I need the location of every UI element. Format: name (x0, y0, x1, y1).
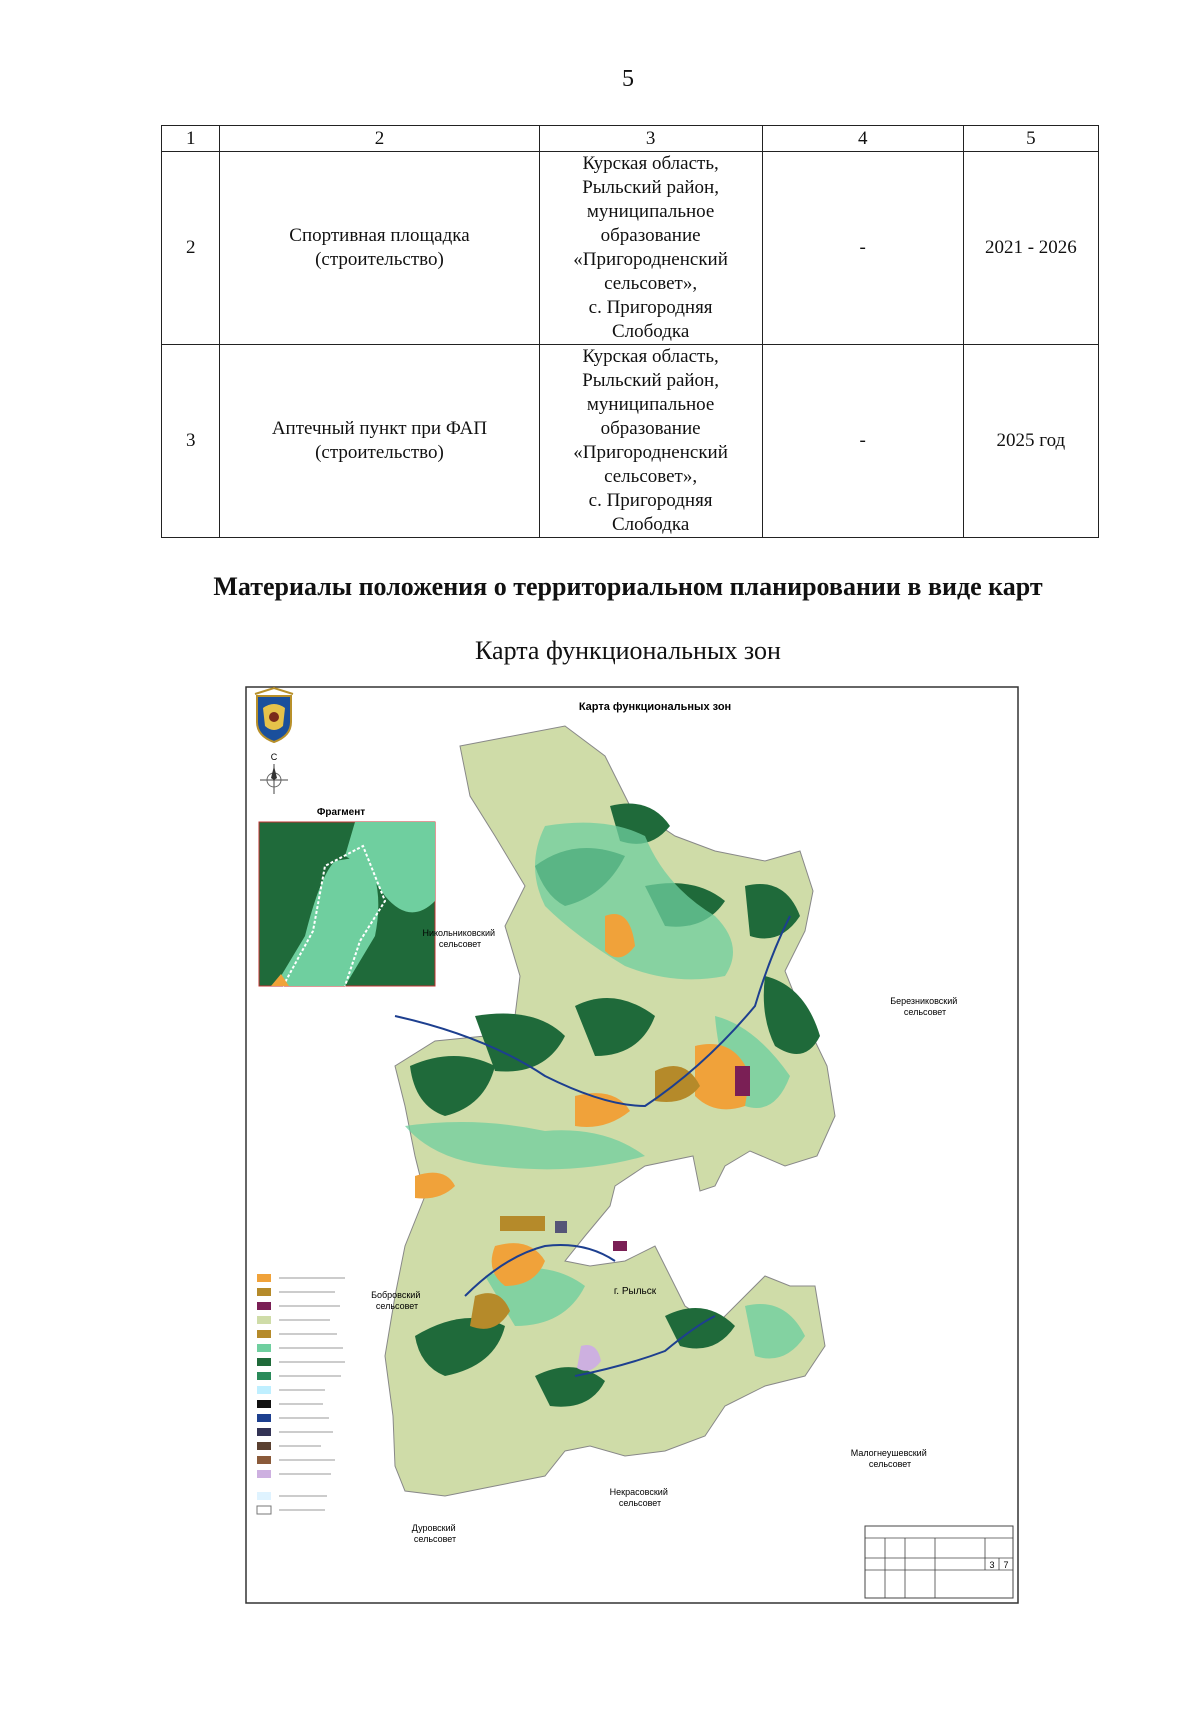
city-label: г. Рыльск (613, 1286, 657, 1297)
location-line: муниципальное (586, 201, 715, 222)
location-line: Рыльский район, (582, 370, 719, 391)
header-cell: 1 (162, 126, 220, 152)
object-location (539, 152, 762, 345)
header-cell: 5 (963, 126, 1098, 152)
functional-zones-map (245, 686, 1019, 1604)
object-name-line: Спортивная площадка (289, 225, 470, 246)
location-line: Курская область, (582, 153, 719, 174)
location-line: Слободка (611, 514, 690, 535)
col4-value: - (762, 152, 963, 345)
object-period: 2025 год (963, 345, 1098, 538)
page-number: 5 (622, 66, 634, 92)
neighbor-label: Бобровский сельсовет (371, 1290, 421, 1311)
coat-of-arms-icon (255, 688, 293, 742)
sheet-number: 3 (989, 1560, 995, 1570)
map-caption: Карта функциональных зон (475, 636, 781, 665)
col4-value: - (762, 345, 963, 538)
header-cell: 3 (539, 126, 762, 152)
location-line: Рыльский район, (582, 177, 719, 198)
location-line: «Пригородненский (573, 442, 728, 463)
row-number: 3 (162, 345, 220, 538)
svg-text:С: С (270, 752, 278, 762)
object-location (539, 345, 762, 538)
location-line: Курская область, (582, 346, 719, 367)
table-row (162, 345, 1099, 538)
location-line: сельсовет», (604, 273, 698, 294)
title-block (865, 1526, 1013, 1598)
neighbor-label: Никольниковский сельсовет (422, 928, 496, 949)
location-line: образование (600, 225, 701, 246)
location-line: Слободка (611, 321, 690, 342)
location-line: «Пригородненский (573, 249, 728, 270)
object-name (220, 152, 539, 345)
location-line: с. Пригородняя (588, 490, 713, 511)
neighbor-label: Дуровский сельсовет (411, 1523, 457, 1544)
location-line: сельсовет», (604, 466, 698, 487)
location-line: с. Пригородняя (588, 297, 713, 318)
table-header-row (162, 126, 1099, 152)
fragment-inset (259, 822, 435, 986)
row-number: 2 (162, 152, 220, 345)
map-title: Карта функциональных зон (578, 701, 732, 713)
header-cell: 4 (762, 126, 963, 152)
object-name-line: (строительство) (315, 442, 444, 463)
object-name-line: (строительство) (315, 249, 444, 270)
section-heading: Материалы положения о территориальном планировании в виде карт (213, 572, 1043, 601)
neighbor-label: Некрасовский сельсовет (609, 1487, 668, 1508)
objects-table (161, 125, 1099, 538)
object-period: 2021 - 2026 (963, 152, 1098, 345)
header-cell: 2 (220, 126, 539, 152)
location-line: образование (600, 418, 701, 439)
object-name (220, 345, 539, 538)
table-row (162, 152, 1099, 345)
sheet-total: 7 (1003, 1560, 1009, 1570)
location-line: муниципальное (586, 394, 715, 415)
map-svg (245, 686, 1019, 1604)
neighbor-label: Малогнеушевский сельсовет (850, 1448, 927, 1469)
object-name-line: Аптечный пункт при ФАП (271, 418, 488, 439)
fragment-label: Фрагмент (316, 807, 366, 818)
neighbor-label: Березниковский сельсовет (890, 996, 958, 1017)
